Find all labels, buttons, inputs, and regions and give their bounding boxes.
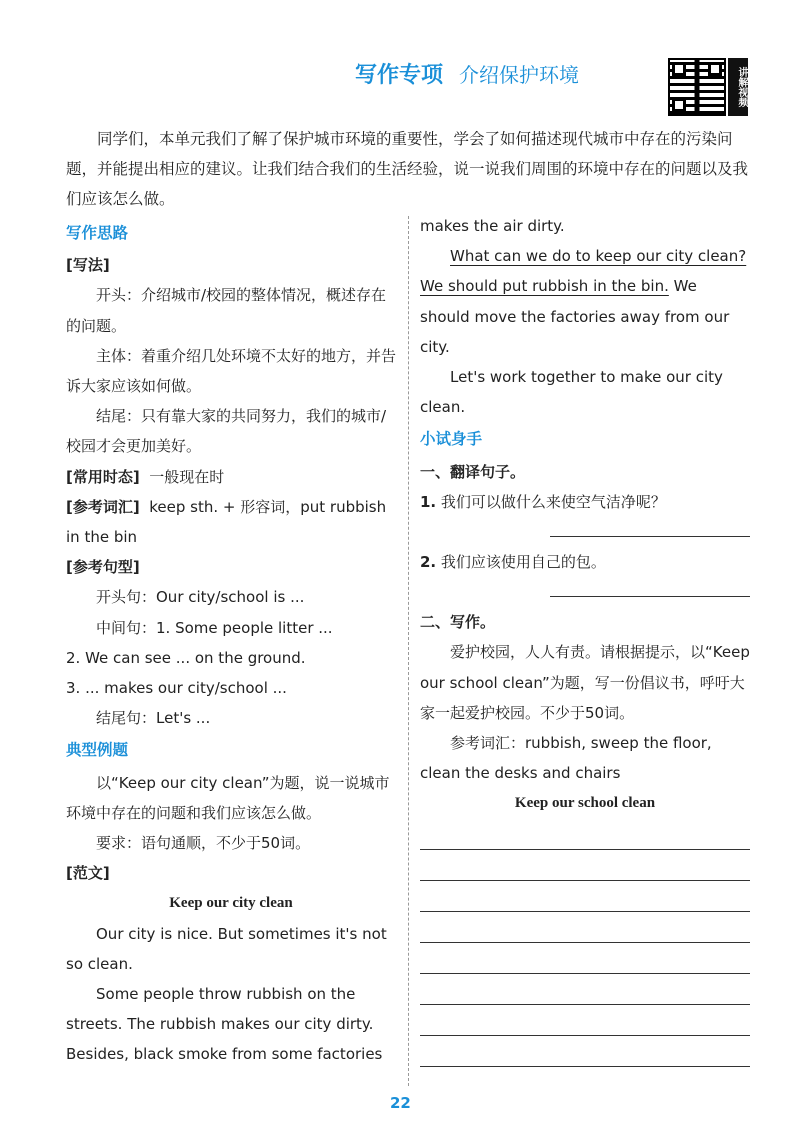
sentence-ending: 结尾句：Let's ... (96, 709, 211, 728)
q1-text: 我们可以做什么来使空气洁净呢？ (440, 492, 666, 511)
method-opening: 开头：介绍城市/校园的整体情况，概述存在的问题。 (66, 286, 387, 335)
model-paragraph-1: Our city is nice. But sometimes it's not so clean. (66, 924, 387, 973)
example-task: 以“Keep our city clean”为题，说一说城市环境中存在的问题和我们应该怎么做。 (66, 773, 390, 822)
qr-label: 讲解视频 (728, 58, 748, 116)
tense-value: 一般现在时 (149, 467, 225, 486)
tense-tag: [常用时态] (66, 467, 140, 486)
page-title (355, 58, 579, 89)
writing-title: Keep our school clean (514, 795, 656, 812)
q1-answer-line[interactable] (420, 517, 750, 547)
model-answer-1: We should put rubbish in the bin. (420, 277, 669, 296)
page-number: 22 (390, 1094, 411, 1112)
title-main: 写作专项 (355, 63, 444, 88)
q2-number: 2. (420, 553, 437, 572)
model-ending: Let's work together to make our city clean. (420, 368, 723, 417)
model-tag: [范文] (66, 864, 110, 883)
q2-text: 我们应该使用自己的包。 (440, 553, 606, 572)
section-practice: 小试身手 (420, 430, 483, 449)
writing-line[interactable] (420, 850, 750, 881)
model-question: What can we do to keep our city clean? (450, 247, 747, 266)
left-column (66, 216, 396, 1070)
writing-line[interactable] (420, 1036, 750, 1067)
q2-answer-line[interactable] (420, 577, 750, 607)
vocab-tag: [参考词汇] (66, 497, 140, 516)
writing-line[interactable] (420, 1005, 750, 1036)
example-requirement: 要求：语句通顺，不少于50词。 (96, 834, 311, 853)
title-subtitle: 介绍保护环境 (459, 63, 580, 87)
right-column (420, 211, 750, 1067)
model-continuation: makes the air dirty. (420, 217, 565, 235)
writing-line[interactable] (420, 974, 750, 1005)
sentence-tag: [参考句型] (66, 558, 140, 577)
sentence-middle-3: 3. ... makes our city/school ... (66, 679, 287, 698)
writing-task: 爱护校园，人人有责。请根据提示，以“Keep our school clean”为题，写一份倡议书，呼吁大家一起爱护校园。不少于50词。 (420, 643, 750, 722)
writing-line[interactable] (420, 912, 750, 943)
intro-text: 同学们，本单元我们了解了保护城市环境的重要性，学会了如何描述现代城市中存在的污染问题，并能提出相应的建议。让我们结合我们的生活经验，说一说我们周围的环境中存在的问题以及我们应该怎么做。 (66, 130, 749, 208)
section-typical-example: 典型例题 (66, 741, 129, 760)
vocab-value: keep sth. + 形容词，put rubbish in the bin (66, 497, 387, 547)
part1-heading: 一、翻译句子。 (420, 462, 526, 481)
sentence-middle-1: 中间句：1. Some people litter ... (96, 618, 333, 637)
writing-line[interactable] (420, 943, 750, 974)
model-title: Keep our city clean (169, 895, 293, 912)
model-paragraph-2: Some people throw rubbish on the streets. The rubbish makes our city dirty. Besides, black smoke from some factories (66, 985, 383, 1064)
column-divider (408, 216, 409, 1086)
section-writing-ideas: 写作思路 (66, 224, 129, 242)
model-answer-2: We should move the factories away from our city. (420, 277, 730, 356)
writing-vocab: 参考词汇：rubbish, sweep the floor, clean the desks and chairs (420, 734, 712, 783)
method-ending: 结尾：只有靠大家的共同努力，我们的城市/校园才会更加美好。 (66, 407, 387, 456)
qr-code-icon[interactable] (668, 58, 726, 116)
writing-line[interactable] (420, 819, 750, 850)
sentence-opening: 开头句：Our city/school is ... (96, 588, 305, 607)
part2-heading: 二、写作。 (420, 613, 496, 632)
sentence-middle-2: 2. We can see ... on the ground. (66, 648, 306, 667)
method-body: 主体：着重介绍几处环境不太好的地方，并告诉大家应该如何做。 (66, 346, 397, 396)
method-tag: [写法] (66, 256, 110, 275)
q1-number: 1. (420, 492, 437, 511)
writing-line[interactable] (420, 881, 750, 912)
